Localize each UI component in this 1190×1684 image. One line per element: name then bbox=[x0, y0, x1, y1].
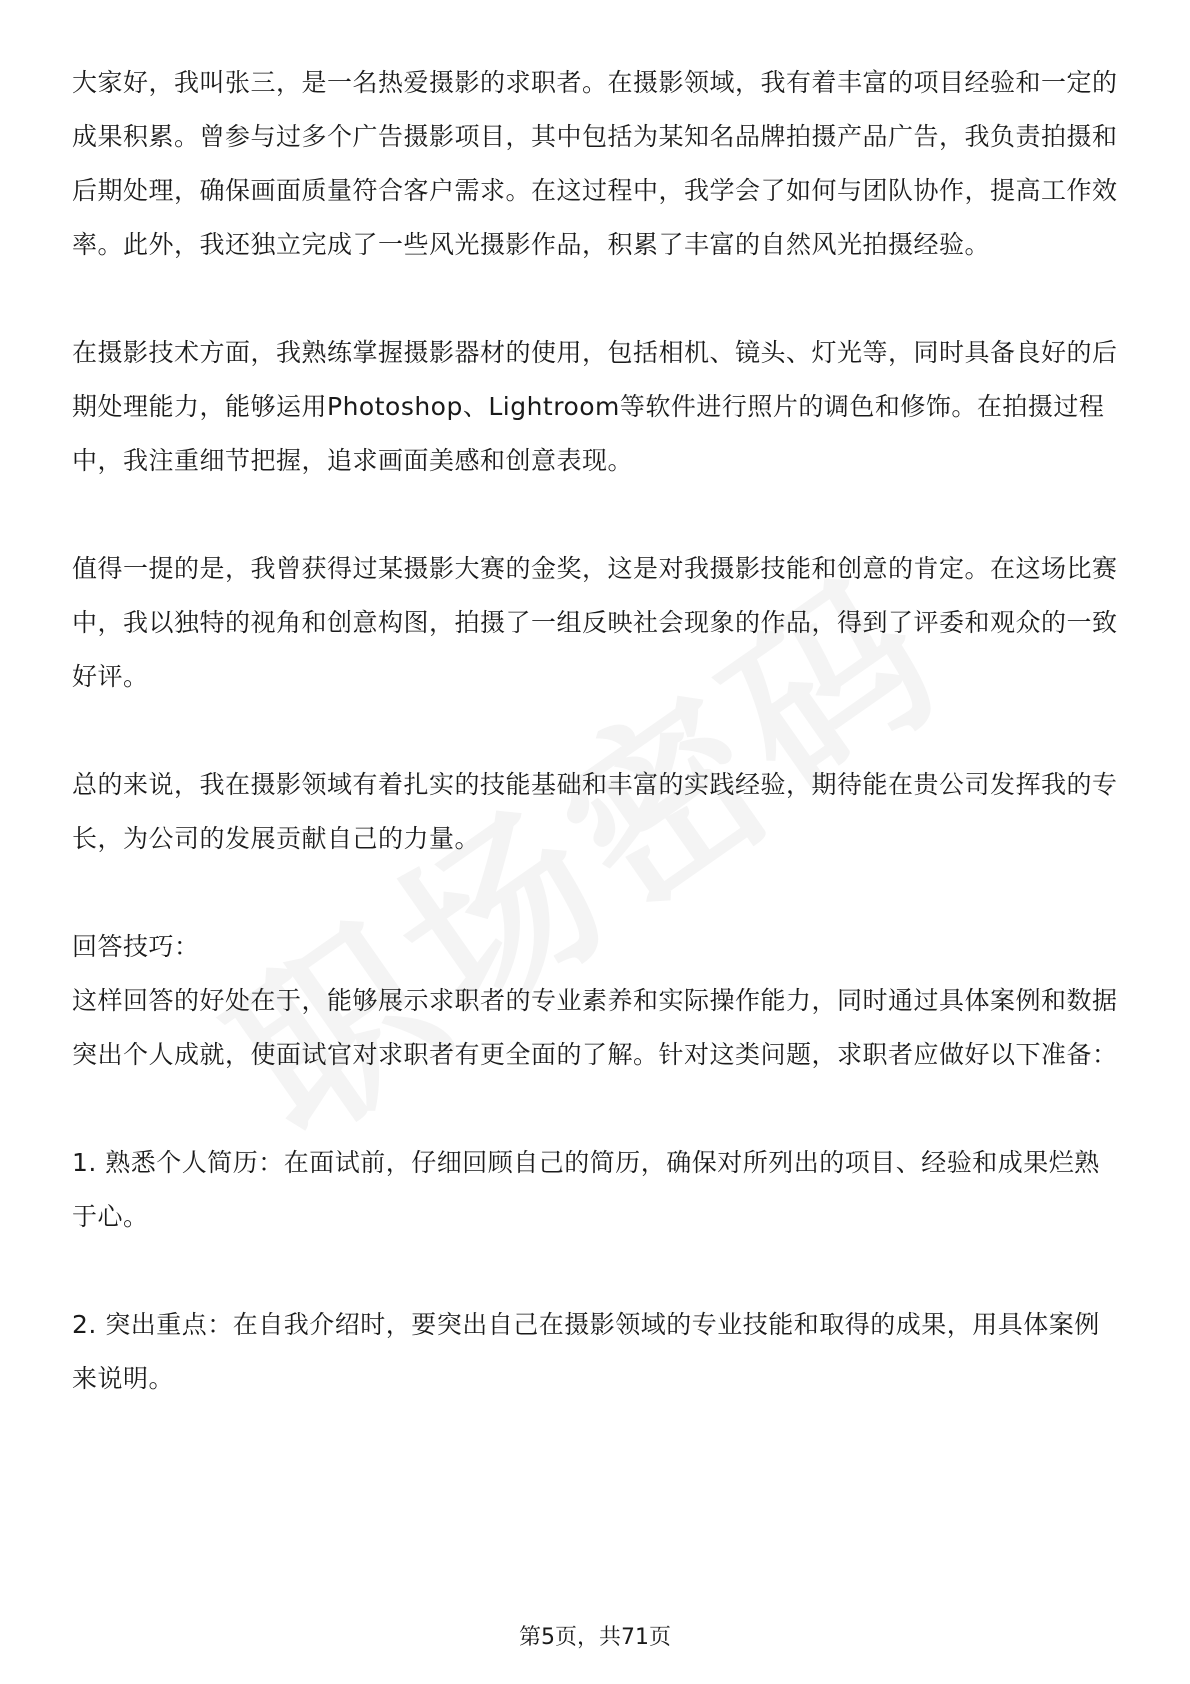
tips-heading: 回答技巧： bbox=[72, 932, 200, 961]
tip-item-1: 1. 熟悉个人简历：在面试前，仔细回顾自己的简历，确保对所列出的项目、经验和成果烂熟于心。 bbox=[72, 1148, 1100, 1231]
page-number: 第5页，共71页 bbox=[519, 1625, 671, 1650]
paragraph-intro: 大家好，我叫张三，是一名热爱摄影的求职者。在摄影领域，我有着丰富的项目经验和一定的成果积累。曾参与过多个广告摄影项目，其中包括为某知名品牌拍摄产品广告，我负责拍摄和后期处理，确保画面质量符合客户需求。在这过程中，我学会了如何与团队协作，提高工作效率。此外，我还独立完成了一些风光摄影作品，积累了丰富的自然风光拍摄经验。 bbox=[72, 68, 1118, 259]
paragraph-summary: 总的来说，我在摄影领域有着扎实的技能基础和丰富的实践经验，期待能在贵公司发挥我的专长，为公司的发展贡献自己的力量。 bbox=[72, 770, 1118, 853]
paragraph-award: 值得一提的是，我曾获得过某摄影大赛的金奖，这是对我摄影技能和创意的肯定。在这场比赛中，我以独特的视角和创意构图，拍摄了一组反映社会现象的作品，得到了评委和观众的一致好评。 bbox=[72, 554, 1118, 691]
paragraph-skills: 在摄影技术方面，我熟练掌握摄影器材的使用，包括相机、镜头、灯光等，同时具备良好的后期处理能力，能够运用Photoshop、Lightroom等软件进行照片的调色和修饰。在拍摄过程中，我注重细节把握，追求画面美感和创意表现。 bbox=[72, 338, 1118, 475]
document-body bbox=[72, 56, 1118, 1406]
tips-intro: 这样回答的好处在于，能够展示求职者的专业素养和实际操作能力，同时通过具体案例和数据突出个人成就，使面试官对求职者有更全面的了解。针对这类问题，求职者应做好以下准备： bbox=[72, 986, 1118, 1069]
tip-item-2: 2. 突出重点：在自我介绍时，要突出自己在摄影领域的专业技能和取得的成果，用具体案例来说明。 bbox=[72, 1310, 1100, 1393]
